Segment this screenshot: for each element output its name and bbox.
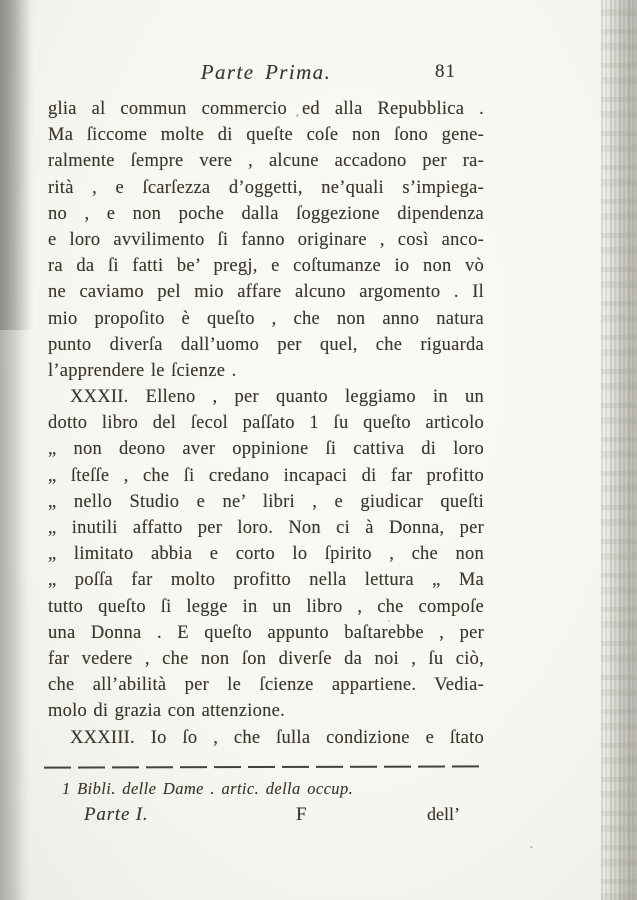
body-line: XXXII. Elleno , per quanto leggiamo in un xyxy=(70,387,484,408)
body-line: „ poſſa far molto profitto nella lettura „ Ma xyxy=(48,570,484,591)
catchword: dell’ xyxy=(427,804,460,824)
footnote-rule xyxy=(44,765,484,768)
body-line: far vedere , che non ſon diverſe da noi , ſu ciò, xyxy=(48,648,484,669)
body-line: glia al commun commercio ed alla Repubblica . xyxy=(48,99,484,119)
body-line: „ inutili affatto per loro. Non ci à Donna, per xyxy=(48,518,484,538)
body-line: mio propoſito è queſto , che non anno natura xyxy=(48,308,484,329)
body-line: l’apprendere le ſcienze . xyxy=(48,360,237,381)
body-line: che all’abilità per le ſcienze appartiene. Vedia- xyxy=(48,675,484,696)
body-line: ra da ſi fatti be’ pregj, e coſtumanze io non vò xyxy=(48,256,484,277)
body-line: „ ſteſſe , che ſi credano incapaci di far profitto xyxy=(48,465,484,486)
body-line: tutto queſto ſi legge in un libro , che compoſe xyxy=(48,596,484,617)
gutter-shadow-top xyxy=(0,0,34,330)
body-line: „ limitato abbia e corto lo ſpirito , che non xyxy=(48,544,484,565)
body-line: „ non deono aver oppinione ſi cattiva di loro xyxy=(48,439,484,460)
body-line: „ nello Studio e ne’ libri , e giudicar queſti xyxy=(48,491,484,512)
signature-mark: F xyxy=(296,804,307,825)
body-line: no , e non poche dalla ſoggezione dipendenza xyxy=(48,203,484,224)
body-line: ne caviamo pel mio affare alcuno argomento . Il xyxy=(48,282,484,303)
footnote: 1 Bibli. delle Dame . artic. della occup. xyxy=(62,779,354,798)
body-line: rità , e ſcarſezza d’oggetti, ne’quali s’impiega- xyxy=(48,177,484,198)
fore-edge-texture xyxy=(601,0,637,900)
body-line: XXXIII. Io ſo , che ſulla condizione e ſtato xyxy=(70,727,484,748)
body-line: ralmente ſempre vere , alcune accadono per ra- xyxy=(48,151,484,172)
body-line: dotto libro del ſecol paſſato 1 ſu queſto articolo xyxy=(48,413,484,434)
signature-row xyxy=(48,804,484,830)
body-line: punto diverſa dall’uomo per quel, che riguarda xyxy=(48,334,484,355)
body-text xyxy=(48,96,484,751)
page-title: Parte Prima. xyxy=(200,60,332,84)
page-speck xyxy=(530,846,533,848)
body-line: Ma ſiccome molte di queſte coſe non ſono gene- xyxy=(48,125,484,146)
page-number: 81 xyxy=(435,61,456,82)
signature-part-label: Parte I. xyxy=(84,804,149,825)
body-line: una Donna . E queſto appunto baſtarebbe , per xyxy=(48,622,484,643)
body-line: e loro avvilimento ſi fanno originare , così anco- xyxy=(48,229,484,250)
page-header xyxy=(48,60,484,88)
body-line: molo di grazia con attenzione. xyxy=(48,701,285,722)
